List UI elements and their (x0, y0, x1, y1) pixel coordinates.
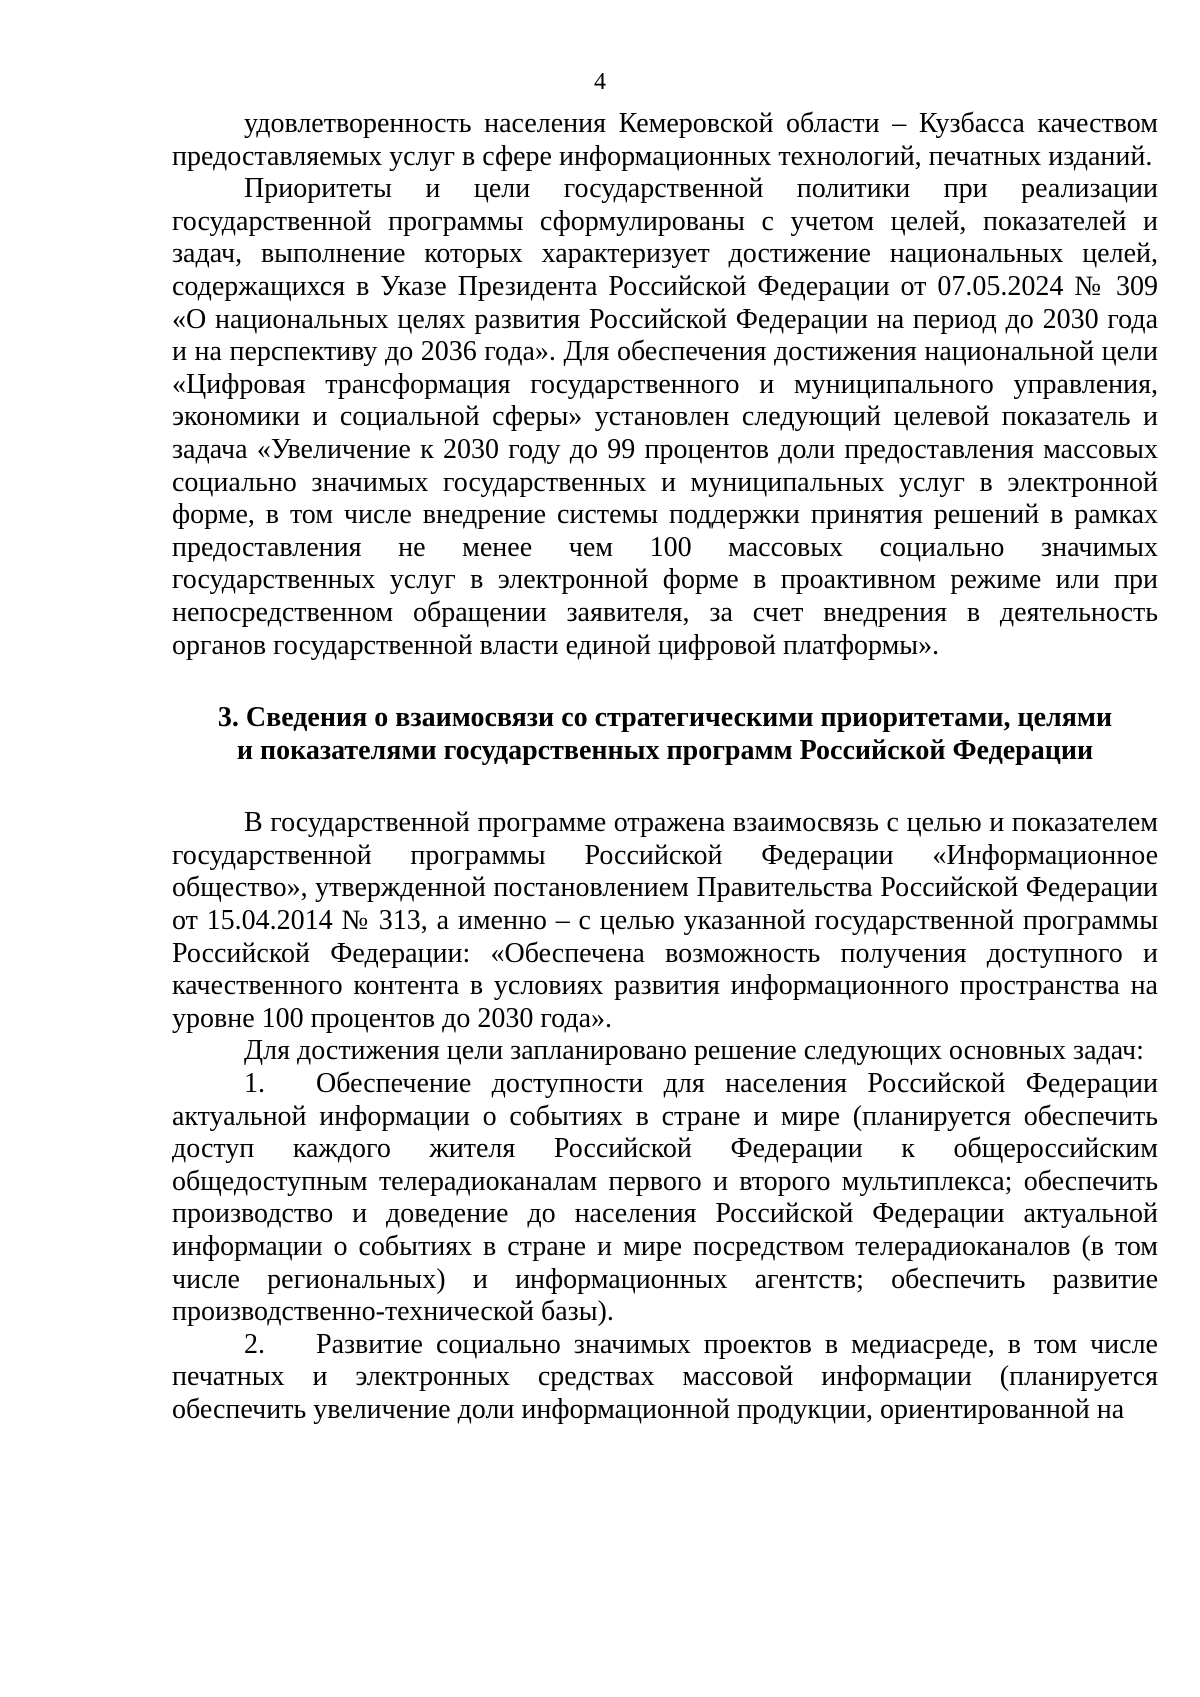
list-item-number: 2. (244, 1328, 265, 1360)
paragraph: удовлетворенность населения Кемеровской области – Кузбасса качеством предоставляемых услуг в сфере информационных технологий, печатных изданий. (172, 108, 1158, 172)
list-item (172, 1068, 1158, 1329)
section-heading (172, 702, 1158, 767)
list-item (172, 1329, 1158, 1427)
list-item-text: Обеспечение доступности для населения Российской Федерации актуальной информации о событиях в стране и мире (планируется обеспечить доступ каждого жителя Российской Федерации к общероссийским общедоступным телерадиоканалам первого и второго мультиплекса; обеспечить производство и доведение до населения Российской Федерации актуальной информации о событиях в стране и мире посредством телерадиоканалов (в том числе региональных) и информационных агентств; обеспечить развитие производственно-технической базы). (172, 1068, 1158, 1328)
list-item-text: Развитие социально значимых проектов в медиасреде, в том числе печатных и электронных средствах массовой информации (планируется обеспечить увеличение доли информационной продукции, ориентированной на (172, 1328, 1158, 1425)
section-heading-line: 3. Сведения о взаимосвязи со стратегическими приоритетами, целями (217, 702, 1113, 734)
page-number: 4 (594, 69, 606, 95)
list-item-number: 1. (244, 1068, 265, 1100)
section-heading-line: и показателями государственных программ Российской Федерации (236, 734, 1094, 766)
document-body (172, 108, 1158, 1427)
paragraph: Для достижения цели запланировано решение следующих основных задач: (244, 1035, 1144, 1067)
paragraph: В государственной программе отражена взаимосвязь с целью и показателем государственной программы Российской Федерации «Информационное общество», утвержденной постановлением Правительства Российской Федерации от 15.04.2014 № 313, а именно – с целью указанной государственной программы Российской Федерации: «Обеспечена возможность получения доступного и качественного контента в условиях развития информационного пространства на уровне 100 процентов до 2030 года». (172, 807, 1158, 1034)
paragraph: Приоритеты и цели государственной политики при реализации государственной программы сформулированы с учетом целей, показателей и задач, выполнение которых характеризует достижение национальных целей, содержащихся в Указе Президента Российской Федерации от 07.05.2024 № 309 «О национальных целях развития Российской Федерации на период до 2030 года и на перспективу до 2036 года». Для обеспечения достижения национальной цели «Цифровая трансформация государственного и муниципального управления, экономики и социальной сферы» установлен следующий целевой показатель и задача «Увеличение к 2030 году до 99 процентов доли предоставления массовых социально значимых государственных и муниципальных услуг в электронной форме, в том числе внедрение системы поддержки принятия решений в рамках предоставления не менее чем 100 массовых социально значимых государственных услуг в электронной форме в проактивном режиме или при непосредственном обращении заявителя, за счет внедрения в деятельность органов государственной власти единой цифровой платформы». (172, 173, 1158, 661)
